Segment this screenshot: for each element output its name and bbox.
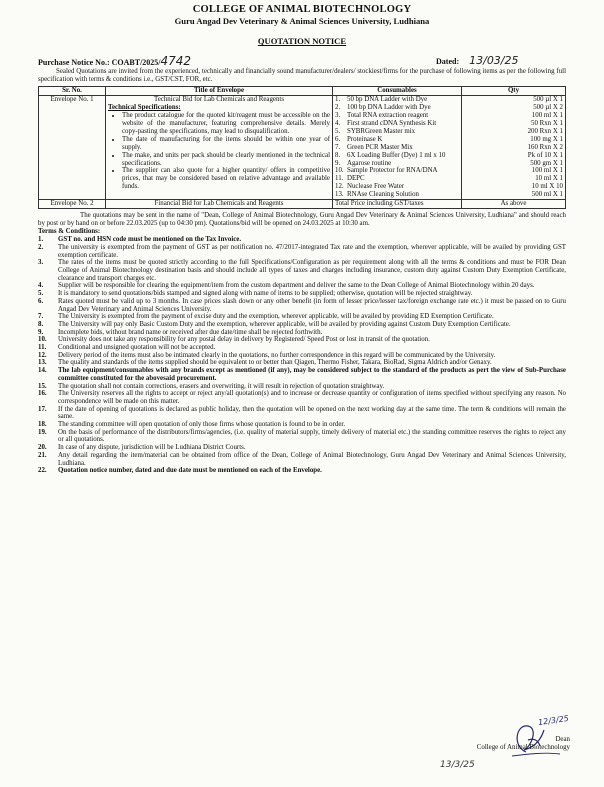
spec-item: • The product catalogue for the quoted kit/reagent must be accessible on the website of the manufacturer, featuring comprehensive details. Merely copy-pasting the specifications, may lead to disqualification. xyxy=(122,112,330,136)
col-title: Title of Envelope xyxy=(106,87,333,96)
consumable-item xyxy=(335,191,459,199)
consumable-number: 9. xyxy=(335,159,341,167)
term-item xyxy=(38,236,566,244)
term-item xyxy=(38,244,566,259)
qty-item: 100 ml X 1 xyxy=(531,112,563,120)
term-text: The standing committee will open quotation of only those firms whose quotation is found to be in order. xyxy=(58,421,346,429)
consumable-number: 1. xyxy=(335,96,341,104)
signatory-block xyxy=(430,736,570,752)
term-number: 5. xyxy=(38,290,44,298)
term-text: Supplier will be responsible for clearing the equipment/item from the custom department and deliver the same to the Dean College of Animal Biotechnology within 20 days. xyxy=(58,282,535,290)
term-text: The University is exempted from the payment of excise duty and the exemption, wherever applicable, will be availed by providing ED Exemption Certificate. xyxy=(58,313,494,321)
dated-handwritten: 13/03/25 xyxy=(469,54,519,67)
envelope-1-title-cell xyxy=(106,96,333,200)
notice-line xyxy=(38,50,566,66)
envelope-1-title: Technical Bid for Lab Chemicals and Reagents xyxy=(153,96,284,104)
term-text: Incomplete bids, without brand name or received after due date/time shall be rejected forthwith. xyxy=(58,328,323,336)
term-item xyxy=(38,313,566,321)
term-item xyxy=(38,429,566,444)
term-text: The quality and standards of the items supplied should be equivalent to or better than Qiagen, Thermo Fisher, Takara, BioRad, Sigma Aldrich and/or Genaxy. xyxy=(58,359,492,367)
spec-item: • The date of manufacturing for the items should be within one year of supply. xyxy=(122,136,330,152)
signatory-title: Dean xyxy=(555,736,570,743)
consumable-name: 6X Loading Buffer (Dye) 1 ml x 10 xyxy=(347,151,446,159)
consumable-item xyxy=(335,128,459,136)
consumable-name: Proteinase K xyxy=(347,135,383,143)
consumable-number: 11. xyxy=(335,175,344,183)
term-number: 8. xyxy=(38,320,44,328)
term-number: 7. xyxy=(38,313,44,321)
term-number: 20. xyxy=(38,444,47,452)
qty-item: 500 gm X 1 xyxy=(530,159,563,167)
term-text: In case of any dispute, jurisdiction will be Ludhiana District Courts. xyxy=(58,444,246,452)
consumable-name: Agarose routine xyxy=(347,159,392,167)
consumable-name: Green PCR Master Mix xyxy=(347,143,413,151)
submission-paragraph: The quotations may be sent in the name of "Dean, College of Animal Biotechnology, Guru Angad Dev Veterinary & Animal Sciences University, Ludhiana" and should reach by post or by hand on or before 22.03.2025 (up to 04:30 pm). Quotations/bid will be opened on 24.03.2025 at 10:30 am. xyxy=(38,212,566,228)
consumable-number: 8. xyxy=(335,151,341,159)
term-item xyxy=(38,259,566,282)
envelope-2-qty: As above xyxy=(462,200,566,209)
term-text: Delivery period of the items must also be intimated clearly in the quotations, no further correspondence in this regard will be communicated by the University. xyxy=(58,351,496,359)
consumable-name: 100 bp DNA Ladder with Dye xyxy=(347,104,431,112)
qty-item: 500 ml X 1 xyxy=(531,191,563,199)
term-item xyxy=(38,290,566,298)
term-number: 6. xyxy=(38,297,44,305)
term-text: The University will pay only Basic Custom Duty and the exemption, wherever applicable, will be availed by providing against Custom Duty Exemption Certificate. xyxy=(58,320,511,328)
consumable-number: 7. xyxy=(335,143,341,151)
table-row-envelope-1 xyxy=(39,96,566,200)
consumable-item xyxy=(335,120,459,128)
consumable-item xyxy=(335,167,459,175)
term-item xyxy=(38,298,566,313)
term-number: 22. xyxy=(38,467,47,475)
term-number: 12. xyxy=(38,351,47,359)
term-number: 17. xyxy=(38,405,47,413)
term-number: 19. xyxy=(38,428,47,436)
term-item xyxy=(38,390,566,405)
term-item xyxy=(38,452,566,467)
qty-item: 500 µl X 2 xyxy=(533,104,563,112)
term-text: The university is exempted from the payment of GST as per notification no. 47/2017-integrated Tax rate and the exemption, wherever applicable, will be availed by providing GST exemption certificate. xyxy=(58,243,566,259)
college-name: COLLEGE OF ANIMAL BIOTECHNOLOGY xyxy=(192,4,412,15)
term-text: Quotation notice number, dated and due date must be mentioned on each of the Envelope. xyxy=(58,467,322,475)
term-number: 4. xyxy=(38,282,44,290)
letterhead xyxy=(38,4,566,46)
term-number: 10. xyxy=(38,336,47,344)
notice-number xyxy=(38,54,191,68)
term-number: 13. xyxy=(38,359,47,367)
term-text: Any detail regarding the item/material can be obtained from office of the Dean, College of Animal Biotechnology, Guru Angad Dev Veterinary and Animal Sciences University, Ludhiana. xyxy=(58,451,566,467)
spec-list xyxy=(108,112,330,191)
envelope-1-no: Envelope No. 1 xyxy=(39,96,106,200)
term-text: University does not take any responsibility for any postal delay in delivery by Registered/ Speed Post or lost in transit of the quotation. xyxy=(58,336,430,344)
qty-item: 200 Rxn X 1 xyxy=(527,127,563,135)
term-text: On the basis of performance of the distributors/firms/agencies, (i.e. quality of material supply, timely delivery of material etc.) the standing committee reserves the rights to reject any or all quotations. xyxy=(58,428,566,444)
consumable-name: DEPC xyxy=(347,175,365,183)
term-number: 15. xyxy=(38,382,47,390)
consumable-name: SYBRGreen Master mix xyxy=(347,127,416,135)
consumable-number: 13. xyxy=(335,191,344,199)
term-text: The lab equipment/consumables with any brands except as mentioned (if any), may be considered subject to the standard of the products as pert the view of Sub-Purchase committee constituted for the abovesaid procurement. xyxy=(58,367,566,382)
consumable-name: Total RNA extraction reagent xyxy=(347,112,429,120)
consumable-number: 12. xyxy=(335,183,344,191)
term-item xyxy=(38,336,566,344)
term-number: 16. xyxy=(38,390,47,398)
consumable-name: Nuclease Free Water xyxy=(347,183,405,191)
notice-label: Purchase Notice No.: COABT/2025/ xyxy=(38,58,161,67)
footer-handwritten-note: 13/3/25 xyxy=(440,760,475,770)
term-number: 18. xyxy=(38,421,47,429)
table-row-envelope-2 xyxy=(39,200,566,209)
spec-item: • The supplier can also quote for a higher quantity/ offers in competitive prices, that may be considered based on relative advantage and available funds. xyxy=(122,167,330,191)
term-item xyxy=(38,282,566,290)
term-item xyxy=(38,467,566,475)
consumables-list xyxy=(333,96,462,200)
qty-item: 160 Rxn X 2 xyxy=(527,143,563,151)
consumable-item xyxy=(335,175,459,183)
table-header-row xyxy=(39,87,566,96)
envelope-2-consumables: Total Price including GST/taxes xyxy=(333,200,462,209)
term-item xyxy=(38,359,566,367)
consumable-number: 2. xyxy=(335,104,341,112)
consumable-item xyxy=(335,104,459,112)
consumable-number: 10. xyxy=(335,167,344,175)
qty-item: 500 µl X 1 xyxy=(533,96,563,104)
spec-heading: Technical Specifications: xyxy=(108,104,181,112)
consumable-name: RNAse Cleaning Solution xyxy=(347,191,419,199)
term-item xyxy=(38,367,566,382)
consumable-number: 5. xyxy=(335,127,341,135)
consumable-number: 6. xyxy=(335,135,341,143)
signature-date-handwritten: 12/3/25 xyxy=(537,713,570,728)
term-number: 1. xyxy=(38,236,44,244)
term-text: It is mandatory to send quotations/bids stamped and signed along with name of items to be supplied; otherwise, quotation will be rejected straightway. xyxy=(58,290,473,298)
term-text: GST no. and HSN code must be mentioned on the Tax Invoice. xyxy=(58,236,242,244)
envelope-2-no: Envelope No. 2 xyxy=(39,200,106,209)
qty-item: 10 ml X 10 xyxy=(531,183,563,191)
term-item xyxy=(38,321,566,329)
term-item xyxy=(38,344,566,352)
term-number: 9. xyxy=(38,328,44,336)
document-title: QUOTATION NOTICE xyxy=(257,36,347,46)
envelope-table xyxy=(38,86,566,209)
qty-item: Pk of 10 X 1 xyxy=(527,151,563,159)
qty-list xyxy=(462,96,566,200)
consumable-name: 50 bp DNA Ladder with Dye xyxy=(347,96,428,104)
consumable-item xyxy=(335,96,459,104)
term-item xyxy=(38,352,566,360)
envelope-2-title: Financial Bid for Lab Chemicals and Reagents xyxy=(106,200,333,209)
consumable-item xyxy=(335,144,459,152)
term-item xyxy=(38,406,566,421)
consumable-item xyxy=(335,136,459,144)
term-text: If the date of opening of quotations is declared as public holiday, then the quotation will be opened on the next working day at the same time. The term & conditions will remain the same. xyxy=(58,405,566,421)
term-item xyxy=(38,421,566,429)
term-text: Rates quoted must be valid up to 3 months. In case prices slash down or any other benefit (in form of lesser price/lesser tax/foreign exchange rate etc.) it must be passed on to Guru Angad Dev Veterinary and Animal Sciences University. xyxy=(58,297,566,313)
col-sr-no: Sr. No. xyxy=(39,87,106,96)
term-text: The University reserves all the rights to accept or reject any/all quotation(s) and to increase or decrease quantity or configuration of items specified without specifying any reason. No correspondence will be made on this matter. xyxy=(58,390,566,405)
qty-item: 10 ml X 1 xyxy=(535,175,563,183)
consumable-name: Sample Protector for RNA/DNA xyxy=(347,167,438,175)
term-number: 11. xyxy=(38,344,47,352)
dated-label: Dated: xyxy=(436,57,460,66)
spec-item: • The make, and units per pack should be clearly mentioned in the technical specifications. xyxy=(122,152,330,168)
intro-paragraph: Sealed Quotations are invited from the experienced, technically and financially sound manufacturer/dealers/ stockiest/firms for the purchase of following items as per the following full specification with terms & conditions i.e., GST/CST, FOR, etc. xyxy=(38,68,566,84)
terms-heading: Terms & Conditions: xyxy=(38,228,101,236)
consumable-name: First strand cDNA Synthesis Kit xyxy=(347,120,437,128)
term-item xyxy=(38,383,566,391)
term-number: 3. xyxy=(38,259,44,267)
col-qty: Qty xyxy=(462,87,566,96)
qty-item: 100 ml X 1 xyxy=(531,167,563,175)
consumable-number: 4. xyxy=(335,120,341,128)
qty-item: 100 mg X 1 xyxy=(530,135,563,143)
terms-list xyxy=(38,236,566,475)
col-consumables: Consumables xyxy=(333,87,462,96)
notice-date xyxy=(436,54,519,67)
term-item xyxy=(38,329,566,337)
term-number: 2. xyxy=(38,243,44,251)
consumable-number: 3. xyxy=(335,112,341,120)
notice-number-handwritten: 4742 xyxy=(160,54,192,68)
term-item xyxy=(38,444,566,452)
consumable-item xyxy=(335,183,459,191)
qty-item: 50 Rxn X 1 xyxy=(531,120,563,128)
consumable-item xyxy=(335,160,459,168)
university-name: Guru Angad Dev Veterinary & Animal Sciences University, Ludhiana xyxy=(174,16,430,26)
term-number: 21. xyxy=(38,451,47,459)
term-number: 14. xyxy=(38,367,47,375)
signatory-org: College of Animal Biotechnology xyxy=(476,744,570,751)
term-text: The quotation shall not contain corrections, erasers and overwriting, it will result in rejection of quotation straightway. xyxy=(58,382,385,390)
term-text: The rates of the items must be quoted strictly according to the full Specifications/Configuration as per requirement along with all the terms & conditions and must be FOR Dean College of Animal Biotechnology destination basis and should include all types of taxes and charges including insurance, custom duty against Custom Duty Exemption Certificate, clearance and transport charges etc. xyxy=(58,259,566,282)
consumable-item xyxy=(335,112,459,120)
term-text: Conditional and unsigned quotation will not be accepted. xyxy=(58,344,216,352)
consumable-item xyxy=(335,152,459,160)
